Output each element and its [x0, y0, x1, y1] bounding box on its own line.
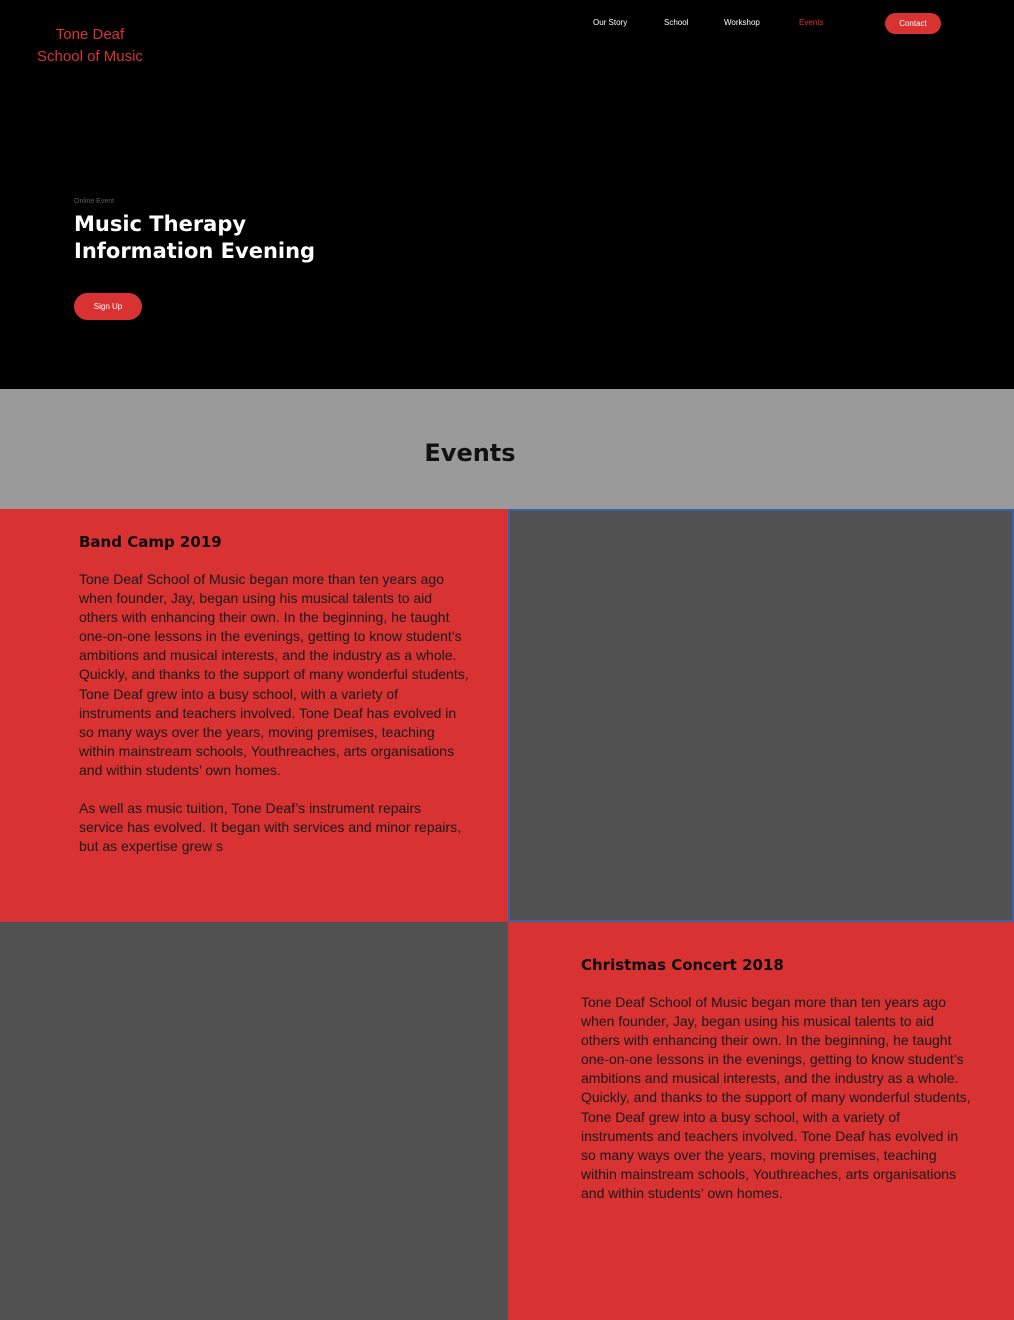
- sign-up-button[interactable]: Sign Up: [74, 293, 142, 320]
- nav-item-events[interactable]: Events: [799, 18, 824, 27]
- logo-line-2: School of Music: [37, 48, 143, 65]
- event-title-2: Christmas Concert 2018: [581, 956, 784, 974]
- hero-title: [74, 211, 374, 265]
- event-paragraph: Tone Deaf School of Music began more than ten years ago when founder, Jay, began using his musical talents to aid others with enhancing their own. In the beginning, he taught one-on-one lessons in the evenings, getting to know student’s ambitions and musical interests, and the industry as a whole. Quickly, and thanks to the support of many wonderful students, Tone Deaf grew into a busy school, with a variety of instruments and teachers involved. Tone Deaf has evolved in so many ways over the years, moving premises, teaching within mainstream schools, Youthreaches, arts organisations and within students’ own homes.: [79, 571, 469, 778]
- nav-item-our-story[interactable]: Our Story: [593, 18, 628, 27]
- logo-line-1: Tone Deaf: [55, 26, 125, 43]
- event-description-2: [581, 993, 971, 1222]
- event-paragraph: Tone Deaf School of Music began more than ten years ago when founder, Jay, began using his musical talents to aid others with enhancing their own. In the beginning, he taught one-on-one lessons in the evenings, getting to know student’s ambitions and musical interests, and the industry as a whole. Quickly, and thanks to the support of many wonderful students, Tone Deaf grew into a busy school, with a variety of instruments and teachers involved. Tone Deaf has evolved in so many ways over the years, moving premises, teaching within mainstream schools, Youthreaches, arts organisations and within students’ own homes.: [581, 994, 971, 1201]
- event-title-1: Band Camp 2019: [79, 533, 222, 551]
- hero-eyebrow: Online Event: [74, 198, 115, 205]
- hero-title-line-1: Music Therapy: [74, 212, 247, 236]
- hero-section: [0, 0, 1014, 389]
- event-description-1: [79, 570, 469, 875]
- nav-item-workshop[interactable]: Workshop: [724, 18, 760, 27]
- site-logo[interactable]: [30, 24, 150, 68]
- event-image-placeholder-1[interactable]: [508, 509, 1014, 922]
- nav-item-school[interactable]: School: [664, 18, 689, 27]
- event-paragraph: As well as music tuition, Tone Deaf’s instrument repairs service has evolved. It began with services and minor repairs, but as expertise grew s: [79, 800, 462, 855]
- hero-title-line-2: Information Evening: [74, 239, 316, 263]
- contact-button[interactable]: Contact: [885, 13, 941, 34]
- events-section-title: Events: [424, 439, 516, 467]
- event-image-placeholder-2[interactable]: [0, 922, 508, 1320]
